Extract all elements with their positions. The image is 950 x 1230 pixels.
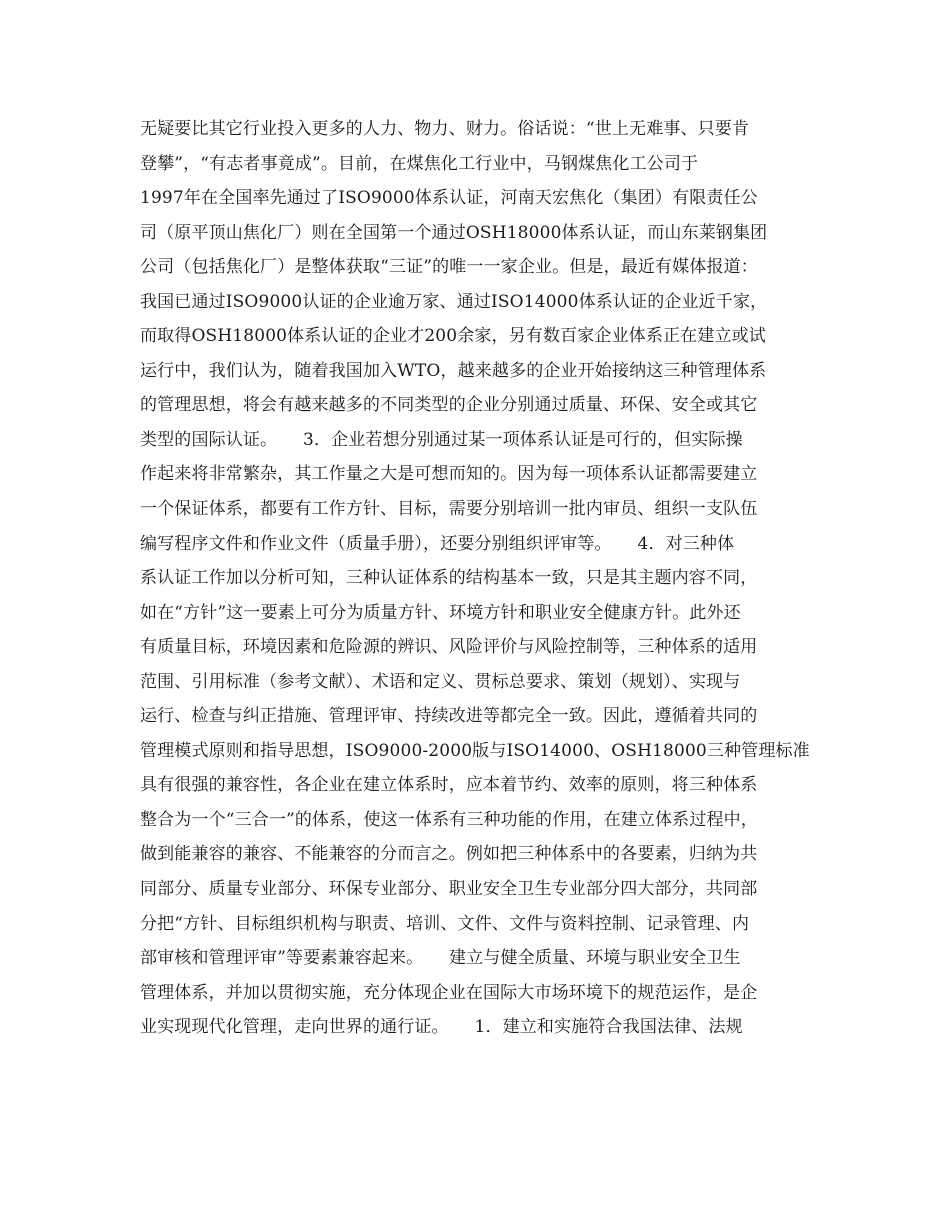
text-line: 整合为一个“三合一”的体系，使这一体系有三种功能的作用，在建立体系过程中，	[140, 809, 758, 830]
text-line: 部审核和管理评审”等要素兼容起来。 建立与健全质量、环境与职业安全卫生	[140, 948, 741, 969]
text-line: 具有很强的兼容性，各企业在建立体系时，应本着节约、效率的原则，将三种体系	[140, 775, 758, 796]
text-line: 管理体系，并加以贯彻实施，充分体现企业在国际大市场环境下的规范运作，是企	[140, 982, 758, 1003]
text-line: 如在“方针”这一要素上可分为质量方针、环境方针和职业安全健康方针。此外还	[140, 602, 741, 623]
text-line: 同部分、质量专业部分、环保专业部分、职业安全卫生专业部分四大部分，共同部	[140, 879, 758, 900]
text-line: 无疑要比其它行业投入更多的人力、物力、财力。俗话说：“世上无难事、只要肯	[140, 119, 750, 139]
text-line: 编写程序文件和作业文件（质量手册），还要分别组织评审等。 4．对三种体	[140, 533, 735, 554]
text-line: 一个保证体系，都要有工作方针、目标，需要分别培训一批内审员、组织一支队伍	[140, 499, 758, 520]
body-text	[140, 112, 830, 1045]
text-line: 范围、引用标准（参考文献）、术语和定义、贯标总要求、策划（规划）、实现与	[140, 671, 741, 692]
text-line: 我国已通过ISO9000认证的企业逾万家、通过ISO14000体系认证的企业近千家，	[140, 291, 768, 312]
text-line: 管理模式原则和指导思想，ISO9000-2000版与ISO14000、OSH18000三种管理标准	[140, 740, 810, 761]
text-line: 的管理思想，将会有越来越多的不同类型的企业分别通过质量、环保、安全或其它	[140, 395, 758, 416]
text-line: 运行中，我们认为，随着我国加入WTO，越来越多的企业开始接纳这三种管理体系	[140, 360, 767, 381]
text-line: 而取得OSH18000体系认证的企业才200余家，另有数百家企业体系正在建立或试	[140, 326, 766, 347]
text-line: 有质量目标，环境因素和危险源的辨识、风险评价与风险控制等，三种体系的适用	[140, 637, 758, 658]
text-line: 1997年在全国率先通过了ISO9000体系认证，河南天宏焦化（集团）有限责任公	[140, 188, 758, 209]
text-line: 分把“方针、目标组织机构与职责、培训、文件、文件与资料控制、记录管理、内	[140, 913, 750, 934]
text-line: 运行、检查与纠正措施、管理评审、持续改进等都完全一致。因此，遵循着共同的	[140, 706, 758, 727]
text-line: 做到能兼容的兼容、不能兼容的分而言之。例如把三种体系中的各要素，归纳为共	[140, 844, 758, 865]
text-line: 公司（包括焦化厂）是整体获取“三证”的唯一一家企业。但是，最近有媒体报道：	[140, 257, 758, 278]
text-line: 作起来将非常繁杂，其工作量之大是可想而知的。因为每一项体系认证都需要建立	[140, 464, 758, 485]
text-line: 系认证工作加以分析可知，三种认证体系的结构基本一致，只是其主题内容不同，	[140, 568, 758, 589]
text-line: 类型的国际认证。 3．企业若想分别通过某一项体系认证是可行的，但实际操	[140, 429, 743, 450]
text-line: 业实现现代化管理，走向世界的通行证。 1．建立和实施符合我国法律、法规	[140, 1017, 743, 1038]
text-line: 司（原平顶山焦化厂）则在全国第一个通过OSH18000体系认证，而山东莱钢集团	[140, 222, 768, 243]
text-line: 登攀”，“有志者事竟成”。目前，在煤焦化工行业中，马钢煤焦化工公司于	[140, 153, 699, 174]
